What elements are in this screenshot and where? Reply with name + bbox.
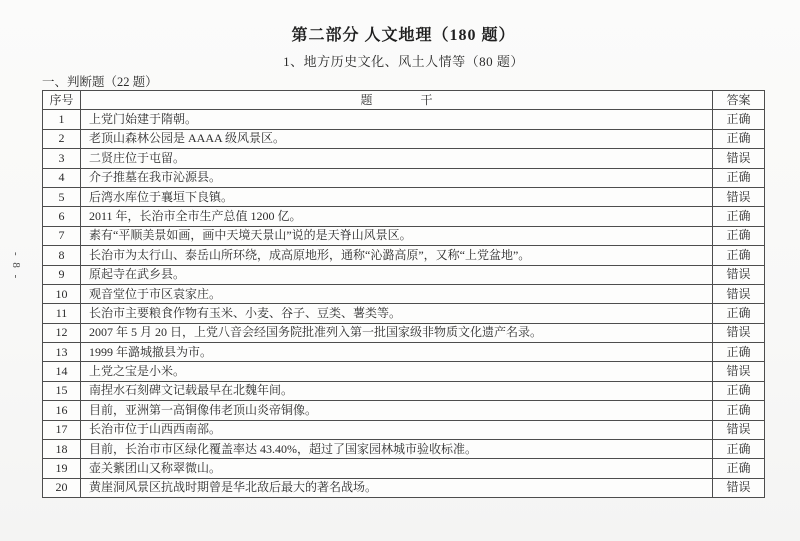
question-stem: 原起寺在武乡县。 [81,265,713,284]
question-stem: 老顶山森林公园是 AAAA 级风景区。 [81,129,713,148]
row-number: 3 [43,149,81,168]
row-number: 6 [43,207,81,226]
row-number: 9 [43,265,81,284]
table-row [43,110,765,129]
answer-value: 错误 [713,362,765,381]
table-row [43,478,765,497]
table-row [43,381,765,400]
table-header-row [43,91,765,110]
section-heading: 一、判断题（22 题） [42,75,158,89]
table-body [43,110,765,498]
row-number: 20 [43,478,81,497]
question-stem: 2011 年，长治市全市生产总值 1200 亿。 [81,207,713,226]
table-row [43,362,765,381]
question-stem: 介子推墓在我市沁源县。 [81,168,713,187]
answer-value: 正确 [713,129,765,148]
document-subtitle: 1、地方历史文化、风土人情等（80 题） [283,54,524,69]
answer-value: 正确 [713,381,765,400]
answer-value: 错误 [713,420,765,439]
row-number: 1 [43,110,81,129]
table-row [43,304,765,323]
table-row [43,265,765,284]
table-header [43,91,765,110]
answer-value: 错误 [713,478,765,497]
table-row [43,129,765,148]
row-number: 11 [43,304,81,323]
row-number: 19 [43,459,81,478]
question-stem: 壶关紫团山又称翠微山。 [81,459,713,478]
question-stem: 素有“平顺美景如画，画中天境天景山”说的是天脊山风景区。 [81,226,713,245]
table-row [43,284,765,303]
table-row [43,168,765,187]
row-number: 17 [43,420,81,439]
table-row [43,343,765,362]
header-number: 序号 [43,91,81,110]
questions-table [42,90,765,498]
row-number: 13 [43,343,81,362]
row-number: 10 [43,284,81,303]
question-stem: 黄崖洞风景区抗战时期曾是华北敌后最大的著名战场。 [81,478,713,497]
answer-value: 错误 [713,323,765,342]
table-row [43,149,765,168]
table-row [43,401,765,420]
answer-value: 正确 [713,110,765,129]
answer-value: 正确 [713,226,765,245]
question-stem: 长治市位于山西西南部。 [81,420,713,439]
table-row [43,440,765,459]
question-stem: 目前，亚洲第一高铜像伟老顶山炎帝铜像。 [81,401,713,420]
table-row [43,420,765,439]
row-number: 18 [43,440,81,459]
row-number: 5 [43,187,81,206]
answer-value: 错误 [713,187,765,206]
question-stem: 二贤庄位于屯留。 [81,149,713,168]
question-stem: 观音堂位于市区袁家庄。 [81,284,713,303]
question-stem: 2007 年 5 月 20 日，上党八音会经国务院批准列入第一批国家级非物质文化遗产名录。 [81,323,713,342]
table-row [43,187,765,206]
question-stem: 1999 年潞城撤县为市。 [81,343,713,362]
answer-value: 正确 [713,440,765,459]
row-number: 7 [43,226,81,245]
row-number: 14 [43,362,81,381]
row-number: 12 [43,323,81,342]
row-number: 8 [43,246,81,265]
answer-value: 错误 [713,265,765,284]
answer-value: 正确 [713,459,765,478]
table-row [43,323,765,342]
row-number: 2 [43,129,81,148]
question-stem: 目前，长治市市区绿化覆盖率达 43.40%，超过了国家园林城市验收标准。 [81,440,713,459]
document-title: 第二部分 人文地理（180 题） [291,27,516,44]
answer-value: 错误 [713,284,765,303]
question-stem: 上党之宝是小米。 [81,362,713,381]
answer-value: 正确 [713,304,765,323]
question-stem: 长治市为太行山、泰岳山所环绕，成高原地形，通称“沁潞高原”，又称“上党盆地”。 [81,246,713,265]
table-row [43,226,765,245]
answer-value: 正确 [713,207,765,226]
answer-value: 正确 [713,168,765,187]
row-number: 15 [43,381,81,400]
row-number: 16 [43,401,81,420]
question-stem: 南捏水石刻碑文记载最早在北魏年间。 [81,381,713,400]
answer-value: 正确 [713,246,765,265]
header-question-stem: 题 干 [81,91,713,110]
table-row [43,207,765,226]
page-number: - 8 - [10,252,22,281]
question-stem: 上党门始建于隋朝。 [81,110,713,129]
answer-value: 正确 [713,343,765,362]
row-number: 4 [43,168,81,187]
question-stem: 长治市主要粮食作物有玉米、小麦、谷子、豆类、薯类等。 [81,304,713,323]
question-stem: 后湾水库位于襄垣下良镇。 [81,187,713,206]
answer-value: 正确 [713,401,765,420]
table-row [43,459,765,478]
table-row [43,246,765,265]
answer-value: 错误 [713,149,765,168]
header-answer: 答案 [713,91,765,110]
